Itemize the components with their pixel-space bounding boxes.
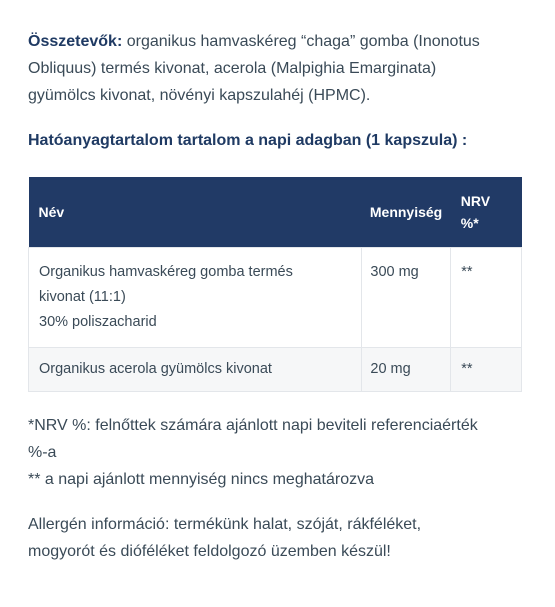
header-quantity: Mennyiség — [362, 177, 451, 248]
row-1-name — [29, 248, 362, 348]
row-2-name-line1: Organikus acerola gyümölcs kivonat — [39, 361, 272, 377]
header-nrv-line1: NRV — [460, 193, 491, 209]
ingredients-text-line1: organikus hamvaskéreg “chaga” gomba (Inonotus — [122, 33, 480, 50]
allergen-info — [28, 511, 538, 565]
allergen-line2: mogyorót és dióféléket feldolgozó üzemben készül! — [28, 543, 391, 560]
ingredients-text-line3: gyümölcs kivonat, növényi kapszulahéj (HPMC). — [28, 87, 371, 104]
table-header-row — [29, 177, 522, 248]
row-2-quantity: 20 mg — [362, 348, 451, 392]
ingredients-label: Összetevők: — [28, 33, 123, 50]
header-nrv-line2: %* — [460, 215, 479, 231]
active-ingredients-heading: Hatóanyagtartalom tartalom a napi adagban (1 kapszula) : — [28, 132, 468, 149]
footnotes — [28, 412, 538, 493]
table-row — [29, 248, 522, 348]
no-rda-footnote: ** a napi ajánlott mennyiség nincs meghatározva — [28, 471, 374, 488]
ingredients-paragraph — [28, 28, 538, 109]
row-1-name-line1: Organikus hamvaskéreg gomba termés — [39, 264, 293, 280]
row-1-name-line2: kivonat (11:1) — [39, 289, 126, 305]
header-nrv — [451, 177, 522, 248]
row-1-nrv: ** — [451, 248, 522, 348]
ingredients-text-line2: Obliquus) termés kivonat, acerola (Malpighia Emarginata) — [28, 60, 437, 77]
active-ingredients-table — [28, 177, 522, 392]
row-2-nrv: ** — [451, 348, 522, 392]
allergen-line1: Allergén információ: termékünk halat, szóját, rákféléket, — [28, 516, 422, 533]
header-name: Név — [29, 177, 362, 248]
nrv-footnote-line2: %-a — [28, 444, 57, 461]
table-row — [29, 348, 522, 392]
row-2-name — [29, 348, 362, 392]
nrv-footnote — [28, 412, 538, 466]
product-info — [0, 28, 538, 565]
row-1-name-line3: 30% poliszacharid — [39, 314, 157, 330]
row-1-quantity: 300 mg — [362, 248, 451, 348]
nrv-footnote-line1: *NRV %: felnőttek számára ajánlott napi beviteli referenciaérték — [28, 417, 478, 434]
